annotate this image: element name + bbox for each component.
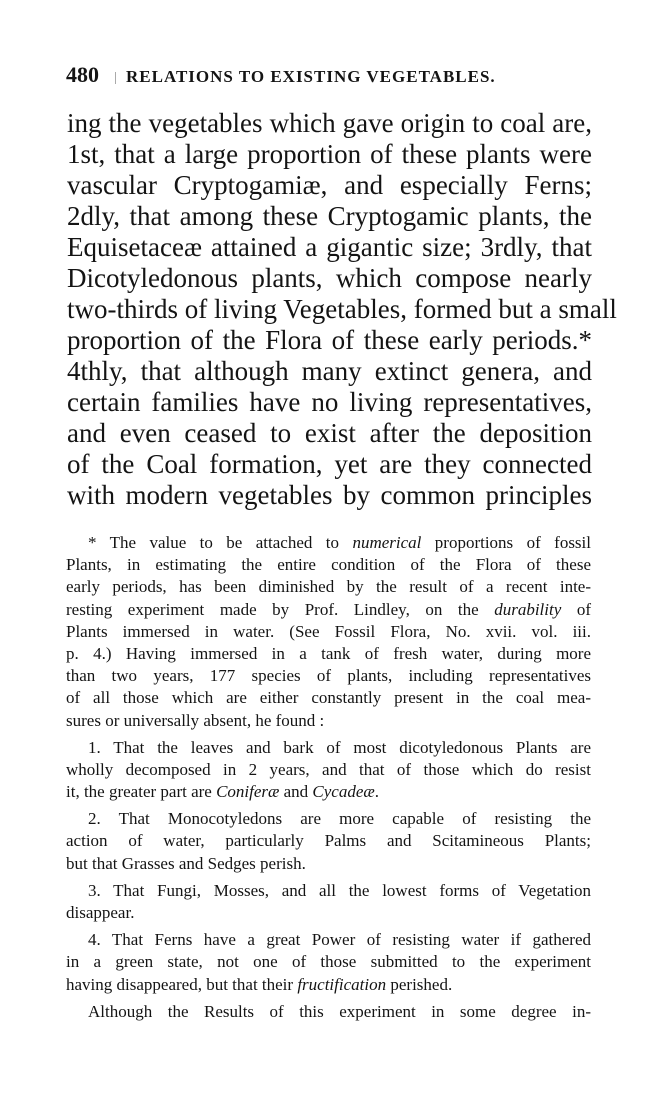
footnote-line xyxy=(66,532,591,554)
footnote-line: p. 4.) Having immersed in a tank of fresh water, during more xyxy=(66,643,591,663)
emphasis: numerical xyxy=(352,533,422,552)
footnote-text: of xyxy=(561,599,591,619)
footnote-text: and xyxy=(279,782,313,802)
body-line: and even ceased to exist after the deposition xyxy=(67,418,592,448)
footnote-line: early periods, has been diminished by the result of a recent inte- xyxy=(66,577,591,597)
body-line: two-thirds of living Vegetables, formed but a small xyxy=(67,294,617,324)
body-line: certain families have no living representatives, xyxy=(67,387,592,417)
body-line: 1st, that a large proportion of these plants were xyxy=(67,139,592,169)
footnote-line: of all those which are either constantly present in the coal mea- xyxy=(66,688,591,708)
footnote-line: Although the Results of this experiment in some degree in- xyxy=(88,1001,591,1021)
footnote-text: resting experiment made by Prof. Lindley, on the xyxy=(66,599,495,619)
footnote-line: Plants, in estimating the entire condition of the Flora of these xyxy=(66,555,591,575)
emphasis: durability xyxy=(494,599,562,619)
footnote-text: perished. xyxy=(386,974,453,994)
footnote-line: action of water, particularly Palms and Scitamineous Plants; xyxy=(66,831,591,851)
body-line: Dicotyledonous plants, which compose nearly xyxy=(67,263,592,293)
page-number: 480 xyxy=(66,62,99,87)
running-header xyxy=(66,62,596,88)
footnote-line: wholly decomposed in 2 years, and that of those which do resist xyxy=(66,759,591,779)
header-divider xyxy=(115,72,116,84)
footnote-line: disappear. xyxy=(66,903,135,922)
body-line: with modern vegetables by common principles xyxy=(67,480,592,510)
footnote-text: proportions of fossil xyxy=(421,533,591,552)
footnote-line: sures or universally absent, he found : xyxy=(66,710,325,730)
footnote-line: than two years, 177 species of plants, including representatives xyxy=(66,666,591,686)
body-line: proportion of the Flora of these early periods.* xyxy=(67,325,592,355)
footnote-line: Plants immersed in water. (See Fossil Flora, No. xvii. vol. iii. xyxy=(66,621,591,641)
body-line: ing the vegetables which gave origin to coal are, xyxy=(67,108,592,138)
footnote xyxy=(66,532,591,1023)
footnote-line: but that Grasses and Sedges perish. xyxy=(66,853,306,873)
footnote-line: 2. That Monocotyledons are more capable of resisting the xyxy=(88,809,591,829)
body-line: 4thly, that although many extinct genera, and xyxy=(67,356,592,386)
footnote-text: it, the greater part are xyxy=(66,782,217,802)
body-line: of the Coal formation, yet are they connected xyxy=(67,449,592,479)
body-line: vascular Cryptogamiæ, and especially Ferns; xyxy=(67,170,592,200)
footnote-text: * The value to be attached to xyxy=(88,533,353,552)
body-line: Equisetaceæ attained a gigantic size; 3rdly, that xyxy=(67,232,592,262)
emphasis: Cycadeæ xyxy=(312,782,375,802)
footnote-line xyxy=(66,974,591,996)
footnote-line xyxy=(66,781,591,803)
footnote-line: 3. That Fungi, Mosses, and all the lowest forms of Vegetation xyxy=(88,880,591,900)
footnote-line xyxy=(66,599,591,621)
footnote-line: 1. That the leaves and bark of most dicotyledonous Plants are xyxy=(88,737,591,757)
footnote-text: having disappeared, but that their xyxy=(66,974,298,994)
running-title: RELATIONS TO EXISTING VEGETABLES. xyxy=(126,67,496,86)
footnote-line: 4. That Ferns have a great Power of resisting water if gathered xyxy=(88,930,591,950)
footnote-line: in a green state, not one of those submitted to the experiment xyxy=(66,952,591,972)
body-line: 2dly, that among these Cryptogamic plants, the xyxy=(67,201,592,231)
emphasis: fructification xyxy=(297,974,387,994)
main-text xyxy=(67,108,617,511)
emphasis: Coniferæ xyxy=(216,782,280,802)
footnote-text: . xyxy=(374,782,379,802)
